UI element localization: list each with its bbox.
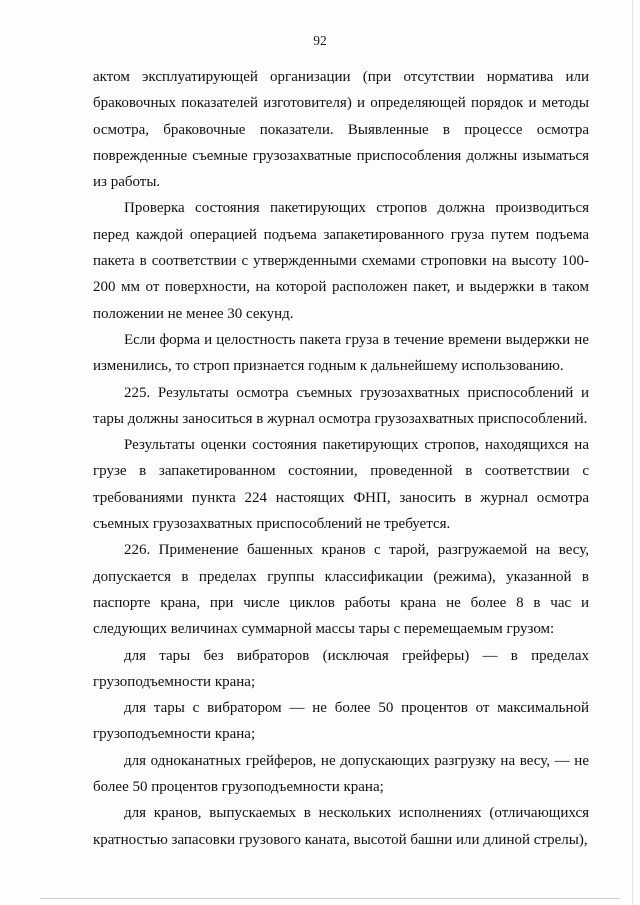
paragraph-item-225: 225. Результаты осмотра съемных грузозахватных приспособлений и тары должны заноситься в журнал осмотра грузозахватных приспособлений.	[93, 384, 589, 427]
list-item-no-vibrators: для тары без вибраторов (исключая грейферы) — в пределах грузоподъемности крана;	[93, 647, 589, 690]
page-number: 92	[313, 33, 327, 48]
paragraph-continuation: актом эксплуатирующей организации (при отсутствии норматива или браковочных показателей изготовителя) и определяющей порядок и методы осмотра, браковочные показатели. Выявленные в процессе осмотра поврежденные съемные грузозахватные приспособления должны изыматься из работы.	[93, 69, 589, 191]
paragraph-sling-valid: Если форма и целостность пакета груза в течение времени выдержки не изменились, то строп признается годным к дальнейшему использованию.	[93, 331, 589, 375]
scan-right-edge	[632, 0, 633, 905]
list-item-vibrator: для тары с вибратором — не более 50 процентов от максимальной грузоподъемности крана;	[93, 700, 589, 743]
paragraph-item-226: 226. Применение башенных кранов с тарой, разгружаемой на весу, допускается в пределах группы классификации (режима), указанной в паспорте крана, при числе циклов работы крана не более 8 в час и следующих величинах суммарной массы тары с перемещаемым грузом:	[93, 542, 589, 638]
page-body	[93, 64, 589, 853]
paragraph-sling-results: Результаты оценки состояния пакетирующих стропов, находящихся на грузе в запакетированном состоянии, проведенной в соответствии с требованиями пункта 224 настоящих ФНП, заносить в журнал осмотра съемных грузозахватных приспособлений не требуется.	[93, 437, 589, 533]
scan-bottom-edge	[40, 898, 620, 899]
list-item-multi-version-cranes: для кранов, выпускаемых в нескольких исполнениях (отличающихся кратностью запасовки грузового каната, высотой башни или длиной стрелы),	[93, 805, 589, 848]
list-item-single-rope-grab: для одноканатных грейферов, не допускающих разгрузку на весу, — не более 50 процентов грузоподъемности крана;	[93, 752, 589, 796]
paragraph-sling-check: Проверка состояния пакетирующих стропов должна производиться перед каждой операцией подъема запакетированного груза путем подъема пакета в соответствии с утвержденными схемами строповки на высоту 100-200 мм от поверхности, на которой расположен пакет, и выдержки в таком положении не менее 30 секунд.	[93, 200, 589, 322]
